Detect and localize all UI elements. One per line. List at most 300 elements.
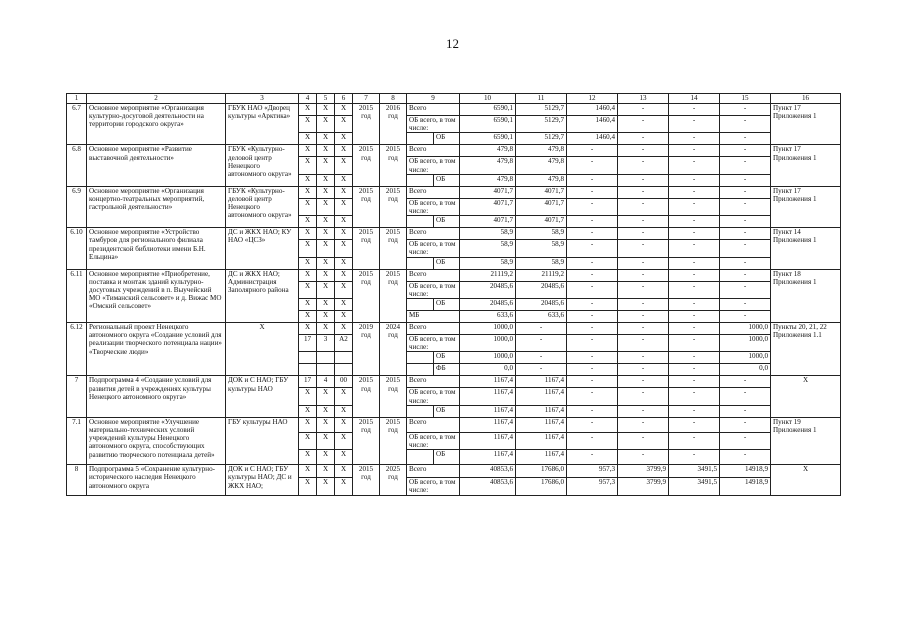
activity-name: Региональный проект Ненецкого автономного округа «Создание условий для реализации творческого потенциала нации» «Творческие люди» bbox=[87, 323, 226, 376]
budget-code-cell: X bbox=[317, 198, 335, 215]
amount-cell: - bbox=[669, 388, 720, 405]
budget-code-cell: X bbox=[299, 465, 317, 478]
budget-code-cell: X bbox=[299, 186, 317, 198]
budget-code-cell: X bbox=[317, 257, 335, 269]
amount-cell: - bbox=[618, 311, 669, 323]
column-number-header-row bbox=[67, 94, 841, 104]
amount-cell: - bbox=[720, 269, 771, 281]
budget-code-cell: X bbox=[317, 311, 335, 323]
executor: ДС и ЖКХ НАО; Администрация Заполярного района bbox=[226, 269, 299, 322]
budget-code-cell: X bbox=[335, 216, 353, 228]
funding-source: ОБ всего, в том числе: bbox=[407, 432, 460, 449]
funding-source: Всего bbox=[407, 104, 460, 116]
amount-cell: - bbox=[618, 417, 669, 432]
header-cell-5: 5 bbox=[317, 94, 335, 104]
start-year: 2015 год bbox=[353, 104, 380, 145]
amount-cell: - bbox=[618, 281, 669, 298]
amount-cell: - bbox=[618, 335, 669, 352]
header-cell-13: 13 bbox=[618, 94, 669, 104]
amount-cell: 479,8 bbox=[460, 157, 516, 174]
amount-cell: 0,0 bbox=[460, 364, 516, 376]
table-row bbox=[67, 376, 841, 388]
funding-source-sub: ФБ bbox=[434, 364, 460, 376]
basis-reference: Пункты 20, 21, 22 Приложения 1.1 bbox=[771, 323, 841, 376]
budget-code-cell: X bbox=[335, 198, 353, 215]
amount-cell: - bbox=[618, 157, 669, 174]
row-number: 6.10 bbox=[67, 228, 87, 269]
amount-cell: 1167,4 bbox=[516, 388, 567, 405]
amount-cell: 633,6 bbox=[516, 311, 567, 323]
budget-code-cell: X bbox=[335, 478, 353, 495]
amount-cell: 20485,6 bbox=[460, 281, 516, 298]
amount-cell: 20485,6 bbox=[460, 299, 516, 311]
amount-cell: - bbox=[567, 269, 618, 281]
amount-cell: 58,9 bbox=[516, 240, 567, 257]
amount-cell: - bbox=[618, 133, 669, 145]
budget-code-cell: X bbox=[299, 157, 317, 174]
basis-reference: X bbox=[771, 465, 841, 495]
row-number: 6.11 bbox=[67, 269, 87, 322]
amount-cell: - bbox=[567, 216, 618, 228]
amount-cell: - bbox=[720, 186, 771, 198]
amount-cell: 1167,4 bbox=[460, 405, 516, 417]
amount-cell: - bbox=[567, 417, 618, 432]
amount-cell: 957,3 bbox=[567, 478, 618, 495]
funding-source: Всего bbox=[407, 228, 460, 240]
budget-code-cell: X bbox=[335, 388, 353, 405]
executor: ДС и ЖКХ НАО; КУ НАО «ЦСЗ» bbox=[226, 228, 299, 269]
budget-code-cell: X bbox=[299, 269, 317, 281]
amount-cell: 1167,4 bbox=[516, 405, 567, 417]
activity-name: Основное мероприятие «Развитие выставочной деятельности» bbox=[87, 145, 226, 186]
budget-code-cell: X bbox=[335, 116, 353, 133]
source-indent-cell bbox=[407, 450, 434, 465]
amount-cell: - bbox=[618, 450, 669, 465]
header-cell-16: 16 bbox=[771, 94, 841, 104]
budget-code-cell: X bbox=[299, 388, 317, 405]
funding-source: Всего bbox=[407, 186, 460, 198]
amount-cell: - bbox=[720, 157, 771, 174]
executor: ГБУК «Культурно-деловой центр Ненецкого автономного округа» bbox=[226, 186, 299, 227]
budget-code-cell: X bbox=[299, 323, 317, 335]
amount-cell: - bbox=[669, 186, 720, 198]
funding-source: Всего bbox=[407, 465, 460, 478]
budget-code-cell: X bbox=[335, 417, 353, 432]
row-number: 6.8 bbox=[67, 145, 87, 186]
table-row bbox=[67, 269, 841, 281]
amount-cell: 1167,4 bbox=[460, 432, 516, 449]
amount-cell: 4071,7 bbox=[516, 198, 567, 215]
amount-cell: 6590,1 bbox=[460, 104, 516, 116]
funding-source-sub: ОБ bbox=[434, 352, 460, 364]
budget-code-cell: X bbox=[317, 133, 335, 145]
amount-cell: - bbox=[669, 352, 720, 364]
amount-cell: 3491,5 bbox=[669, 478, 720, 495]
header-cell-15: 15 bbox=[720, 94, 771, 104]
budget-code-cell: X bbox=[299, 174, 317, 186]
budget-code-cell: X bbox=[335, 432, 353, 449]
funding-source-sub: ОБ bbox=[434, 299, 460, 311]
amount-cell: - bbox=[720, 281, 771, 298]
amount-cell: - bbox=[618, 257, 669, 269]
amount-cell: - bbox=[618, 216, 669, 228]
source-indent-cell bbox=[407, 352, 434, 364]
amount-cell: - bbox=[720, 104, 771, 116]
budget-code-cell: X bbox=[335, 465, 353, 478]
amount-cell: - bbox=[567, 335, 618, 352]
header-cell-9: 9 bbox=[407, 94, 460, 104]
budget-code-cell: X bbox=[299, 478, 317, 495]
amount-cell: 4071,7 bbox=[516, 216, 567, 228]
amount-cell: 957,3 bbox=[567, 465, 618, 478]
funding-source: ОБ всего, в том числе: bbox=[407, 335, 460, 352]
amount-cell: 40853,6 bbox=[460, 465, 516, 478]
amount-cell: - bbox=[618, 432, 669, 449]
funding-source: Всего bbox=[407, 269, 460, 281]
end-year: 2015 год bbox=[380, 228, 407, 269]
budget-code-cell: X bbox=[335, 257, 353, 269]
activity-name: Основное мероприятие «Улучшение материально-технических условий учреждений культуры Ненецкого автономного округа, способствующих развитию творческого потенциала детей» bbox=[87, 417, 226, 464]
amount-cell: 1000,0 bbox=[460, 352, 516, 364]
funding-source: ОБ всего, в том числе: bbox=[407, 198, 460, 215]
budget-code-cell: X bbox=[317, 116, 335, 133]
row-number: 6.12 bbox=[67, 323, 87, 376]
budget-code-cell: 00 bbox=[335, 376, 353, 388]
table-row bbox=[67, 228, 841, 240]
budget-code-cell: X bbox=[299, 311, 317, 323]
amount-cell: - bbox=[567, 240, 618, 257]
program-funding-table bbox=[66, 93, 841, 496]
amount-cell: - bbox=[567, 198, 618, 215]
budget-code-cell: X bbox=[317, 240, 335, 257]
amount-cell: - bbox=[618, 299, 669, 311]
header-cell-12: 12 bbox=[567, 94, 618, 104]
amount-cell: 1167,4 bbox=[516, 432, 567, 449]
activity-name: Основное мероприятие «Приобретение, поставка и монтаж зданий культурно-досуговых учреждений в п. Выучейский МО «Тиманский сельсовет» и д. Вижас МО «Омский сельсовет» bbox=[87, 269, 226, 322]
amount-cell: 1460,4 bbox=[567, 116, 618, 133]
amount-cell: - bbox=[618, 388, 669, 405]
executor: X bbox=[226, 323, 299, 376]
budget-code-cell: X bbox=[317, 145, 335, 157]
amount-cell: - bbox=[567, 186, 618, 198]
amount-cell: - bbox=[567, 228, 618, 240]
executor: ДОК и С НАО; ГБУ культуры НАО; ДС и ЖКХ НАО; bbox=[226, 465, 299, 495]
amount-cell: 1000,0 bbox=[720, 335, 771, 352]
amount-cell: - bbox=[618, 174, 669, 186]
budget-code-cell: X bbox=[335, 269, 353, 281]
amount-cell: - bbox=[669, 228, 720, 240]
amount-cell: - bbox=[618, 228, 669, 240]
budget-code-cell: X bbox=[335, 405, 353, 417]
amount-cell: 6590,1 bbox=[460, 133, 516, 145]
start-year: 2015 год bbox=[353, 465, 380, 495]
amount-cell: - bbox=[669, 376, 720, 388]
amount-cell: - bbox=[567, 364, 618, 376]
amount-cell: 1167,4 bbox=[460, 376, 516, 388]
budget-code-cell: X bbox=[299, 116, 317, 133]
budget-code-cell: X bbox=[335, 450, 353, 465]
header-cell-8: 8 bbox=[380, 94, 407, 104]
budget-code-cell: X bbox=[299, 240, 317, 257]
amount-cell: - bbox=[516, 364, 567, 376]
budget-code-cell: X bbox=[317, 417, 335, 432]
amount-cell: 1167,4 bbox=[460, 388, 516, 405]
basis-reference: Пункт 17 Приложения 1 bbox=[771, 145, 841, 186]
end-year: 2015 год bbox=[380, 269, 407, 322]
budget-code-cell: X bbox=[335, 323, 353, 335]
funding-source: ОБ всего, в том числе: bbox=[407, 240, 460, 257]
amount-cell: - bbox=[720, 388, 771, 405]
funding-source-sub: ОБ bbox=[434, 257, 460, 269]
funding-source-sub: ОБ bbox=[434, 174, 460, 186]
amount-cell: - bbox=[516, 335, 567, 352]
funding-source: ОБ всего, в том числе: bbox=[407, 281, 460, 298]
funding-source: Всего bbox=[407, 376, 460, 388]
budget-code-cell: 17 bbox=[299, 335, 317, 352]
budget-code-cell: 17 bbox=[299, 376, 317, 388]
budget-code-cell: X bbox=[335, 311, 353, 323]
amount-cell: - bbox=[669, 116, 720, 133]
amount-cell: - bbox=[669, 450, 720, 465]
funding-source: Всего bbox=[407, 417, 460, 432]
amount-cell: - bbox=[669, 405, 720, 417]
table-row bbox=[67, 323, 841, 335]
amount-cell: - bbox=[618, 186, 669, 198]
start-year: 2015 год bbox=[353, 417, 380, 464]
amount-cell: - bbox=[567, 376, 618, 388]
source-indent-cell bbox=[407, 174, 434, 186]
amount-cell: - bbox=[669, 269, 720, 281]
header-cell-10: 10 bbox=[460, 94, 516, 104]
amount-cell: 3491,5 bbox=[669, 465, 720, 478]
amount-cell: - bbox=[720, 133, 771, 145]
budget-code-cell: X bbox=[317, 299, 335, 311]
funding-source: ОБ всего, в том числе: bbox=[407, 388, 460, 405]
budget-code-cell: X bbox=[299, 133, 317, 145]
budget-code-cell: X bbox=[299, 299, 317, 311]
amount-cell: - bbox=[618, 323, 669, 335]
amount-cell: - bbox=[669, 198, 720, 215]
budget-code-cell: X bbox=[335, 145, 353, 157]
source-indent-cell bbox=[407, 405, 434, 417]
amount-cell: 58,9 bbox=[460, 240, 516, 257]
header-cell-2: 2 bbox=[87, 94, 226, 104]
amount-cell: - bbox=[567, 174, 618, 186]
amount-cell: - bbox=[567, 323, 618, 335]
amount-cell: - bbox=[669, 104, 720, 116]
activity-name: Основное мероприятие «Устройство тамбуров для регионального филиала президентской библиотеки имени Б.Н. Ельцина» bbox=[87, 228, 226, 269]
header-cell-3: 3 bbox=[226, 94, 299, 104]
table-row bbox=[67, 145, 841, 157]
amount-cell: - bbox=[669, 323, 720, 335]
amount-cell: - bbox=[720, 240, 771, 257]
budget-code-cell: X bbox=[335, 133, 353, 145]
amount-cell: - bbox=[567, 281, 618, 298]
amount-cell: - bbox=[720, 432, 771, 449]
budget-code-cell: X bbox=[335, 174, 353, 186]
amount-cell: - bbox=[669, 364, 720, 376]
activity-name: Подпрограмма 5 «Сохранение культурно-исторического наследия Ненецкого автономного округа bbox=[87, 465, 226, 495]
amount-cell: 3799,9 bbox=[618, 478, 669, 495]
executor: ГБУК НАО «Дворец культуры «Арктика» bbox=[226, 104, 299, 145]
budget-code-cell bbox=[317, 364, 335, 376]
executor: ГБУК «Культурно-деловой центр Ненецкого автономного округа» bbox=[226, 145, 299, 186]
budget-code-cell: X bbox=[317, 104, 335, 116]
amount-cell: - bbox=[720, 116, 771, 133]
basis-reference: Пункт 17 Приложения 1 bbox=[771, 104, 841, 145]
budget-code-cell: X bbox=[299, 228, 317, 240]
amount-cell: 4071,7 bbox=[460, 198, 516, 215]
start-year: 2015 год bbox=[353, 145, 380, 186]
activity-name: Основное мероприятие «Организация концертно-театральных мероприятий, гастрольной деятельности» bbox=[87, 186, 226, 227]
activity-name: Основное мероприятие «Организация культурно-досуговой деятельности на территории городского округа» bbox=[87, 104, 226, 145]
amount-cell: 58,9 bbox=[460, 228, 516, 240]
budget-code-cell: X bbox=[299, 432, 317, 449]
end-year: 2016 год bbox=[380, 104, 407, 145]
amount-cell: 5129,7 bbox=[516, 104, 567, 116]
amount-cell: 20485,6 bbox=[516, 299, 567, 311]
budget-code-cell: X bbox=[317, 269, 335, 281]
amount-cell: - bbox=[567, 257, 618, 269]
amount-cell: 21119,2 bbox=[460, 269, 516, 281]
budget-code-cell: X bbox=[317, 157, 335, 174]
amount-cell: - bbox=[567, 311, 618, 323]
amount-cell: 1460,4 bbox=[567, 104, 618, 116]
funding-source: МБ bbox=[407, 311, 460, 323]
budget-code-cell: X bbox=[299, 257, 317, 269]
end-year: 2015 год bbox=[380, 186, 407, 227]
basis-reference: Пункт 17 Приложения 1 bbox=[771, 186, 841, 227]
amount-cell: - bbox=[618, 145, 669, 157]
amount-cell: - bbox=[720, 299, 771, 311]
budget-code-cell: X bbox=[317, 465, 335, 478]
amount-cell: 58,9 bbox=[516, 257, 567, 269]
amount-cell: 479,8 bbox=[516, 145, 567, 157]
amount-cell: - bbox=[720, 311, 771, 323]
amount-cell: 14918,9 bbox=[720, 478, 771, 495]
budget-code-cell: X bbox=[317, 388, 335, 405]
amount-cell: 1167,4 bbox=[460, 417, 516, 432]
amount-cell: - bbox=[618, 104, 669, 116]
funding-source: ОБ всего, в том числе: bbox=[407, 478, 460, 495]
budget-code-cell: X bbox=[335, 299, 353, 311]
amount-cell: 20485,6 bbox=[516, 281, 567, 298]
amount-cell: - bbox=[720, 216, 771, 228]
amount-cell: 1000,0 bbox=[720, 323, 771, 335]
funding-source-sub: ОБ bbox=[434, 405, 460, 417]
amount-cell: 479,8 bbox=[516, 157, 567, 174]
amount-cell: 1167,4 bbox=[516, 450, 567, 465]
amount-cell: - bbox=[567, 145, 618, 157]
amount-cell: - bbox=[567, 157, 618, 174]
row-number: 6.9 bbox=[67, 186, 87, 227]
amount-cell: - bbox=[720, 450, 771, 465]
budget-code-cell bbox=[335, 364, 353, 376]
amount-cell: - bbox=[720, 257, 771, 269]
amount-cell: - bbox=[567, 388, 618, 405]
amount-cell: 1000,0 bbox=[460, 323, 516, 335]
amount-cell: 0,0 bbox=[720, 364, 771, 376]
activity-name: Подпрограмма 4 «Создание условий для развития детей в учреждениях культуры Ненецкого автономного округа» bbox=[87, 376, 226, 417]
amount-cell: 17686,0 bbox=[516, 478, 567, 495]
table-row bbox=[67, 104, 841, 116]
funding-source: Всего bbox=[407, 145, 460, 157]
amount-cell: 40853,6 bbox=[460, 478, 516, 495]
basis-reference: X bbox=[771, 376, 841, 417]
start-year: 2015 год bbox=[353, 269, 380, 322]
amount-cell: 21119,2 bbox=[516, 269, 567, 281]
budget-code-cell: X bbox=[299, 145, 317, 157]
end-year: 2015 год bbox=[380, 376, 407, 417]
budget-code-cell bbox=[299, 352, 317, 364]
amount-cell: 58,9 bbox=[516, 228, 567, 240]
amount-cell: - bbox=[618, 405, 669, 417]
amount-cell: 3799,9 bbox=[618, 465, 669, 478]
amount-cell: 58,9 bbox=[460, 257, 516, 269]
table-row bbox=[67, 465, 841, 478]
funding-source: ОБ всего, в том числе: bbox=[407, 157, 460, 174]
start-year: 2015 год bbox=[353, 186, 380, 227]
budget-code-cell: X bbox=[335, 104, 353, 116]
amount-cell: - bbox=[567, 352, 618, 364]
amount-cell: - bbox=[720, 376, 771, 388]
amount-cell: - bbox=[618, 269, 669, 281]
amount-cell: 5129,7 bbox=[516, 116, 567, 133]
page-number: 12 bbox=[446, 36, 459, 51]
source-indent-cell bbox=[407, 133, 434, 145]
start-year: 2015 год bbox=[353, 376, 380, 417]
amount-cell: - bbox=[567, 432, 618, 449]
amount-cell: 1000,0 bbox=[460, 335, 516, 352]
amount-cell: - bbox=[720, 417, 771, 432]
amount-cell: - bbox=[618, 364, 669, 376]
funding-source: ОБ всего, в том числе: bbox=[407, 116, 460, 133]
amount-cell: - bbox=[720, 228, 771, 240]
funding-source-sub: ОБ bbox=[434, 216, 460, 228]
budget-code-cell bbox=[317, 352, 335, 364]
budget-code-cell bbox=[335, 352, 353, 364]
budget-code-cell: X bbox=[317, 228, 335, 240]
amount-cell: 4071,7 bbox=[516, 186, 567, 198]
amount-cell: - bbox=[618, 240, 669, 257]
table-body bbox=[67, 94, 841, 496]
amount-cell: - bbox=[720, 145, 771, 157]
funding-source-sub: ОБ bbox=[434, 450, 460, 465]
basis-reference: Пункт 19 Приложения 1 bbox=[771, 417, 841, 464]
amount-cell: 479,8 bbox=[460, 145, 516, 157]
budget-code-cell: X bbox=[335, 186, 353, 198]
amount-cell: - bbox=[567, 299, 618, 311]
funding-source: Всего bbox=[407, 323, 460, 335]
amount-cell: - bbox=[669, 216, 720, 228]
amount-cell: - bbox=[669, 145, 720, 157]
budget-code-cell: X bbox=[317, 174, 335, 186]
amount-cell: 4071,7 bbox=[460, 186, 516, 198]
budget-code-cell: X bbox=[299, 450, 317, 465]
amount-cell: - bbox=[669, 311, 720, 323]
amount-cell: - bbox=[618, 376, 669, 388]
amount-cell: 1167,4 bbox=[516, 417, 567, 432]
row-number: 8 bbox=[67, 465, 87, 495]
amount-cell: - bbox=[567, 450, 618, 465]
start-year: 2019 год bbox=[353, 323, 380, 376]
source-indent-cell bbox=[407, 257, 434, 269]
header-cell-14: 14 bbox=[669, 94, 720, 104]
budget-code-cell: X bbox=[299, 417, 317, 432]
amount-cell: 633,6 bbox=[460, 311, 516, 323]
budget-code-cell: X bbox=[317, 281, 335, 298]
amount-cell: 14918,9 bbox=[720, 465, 771, 478]
